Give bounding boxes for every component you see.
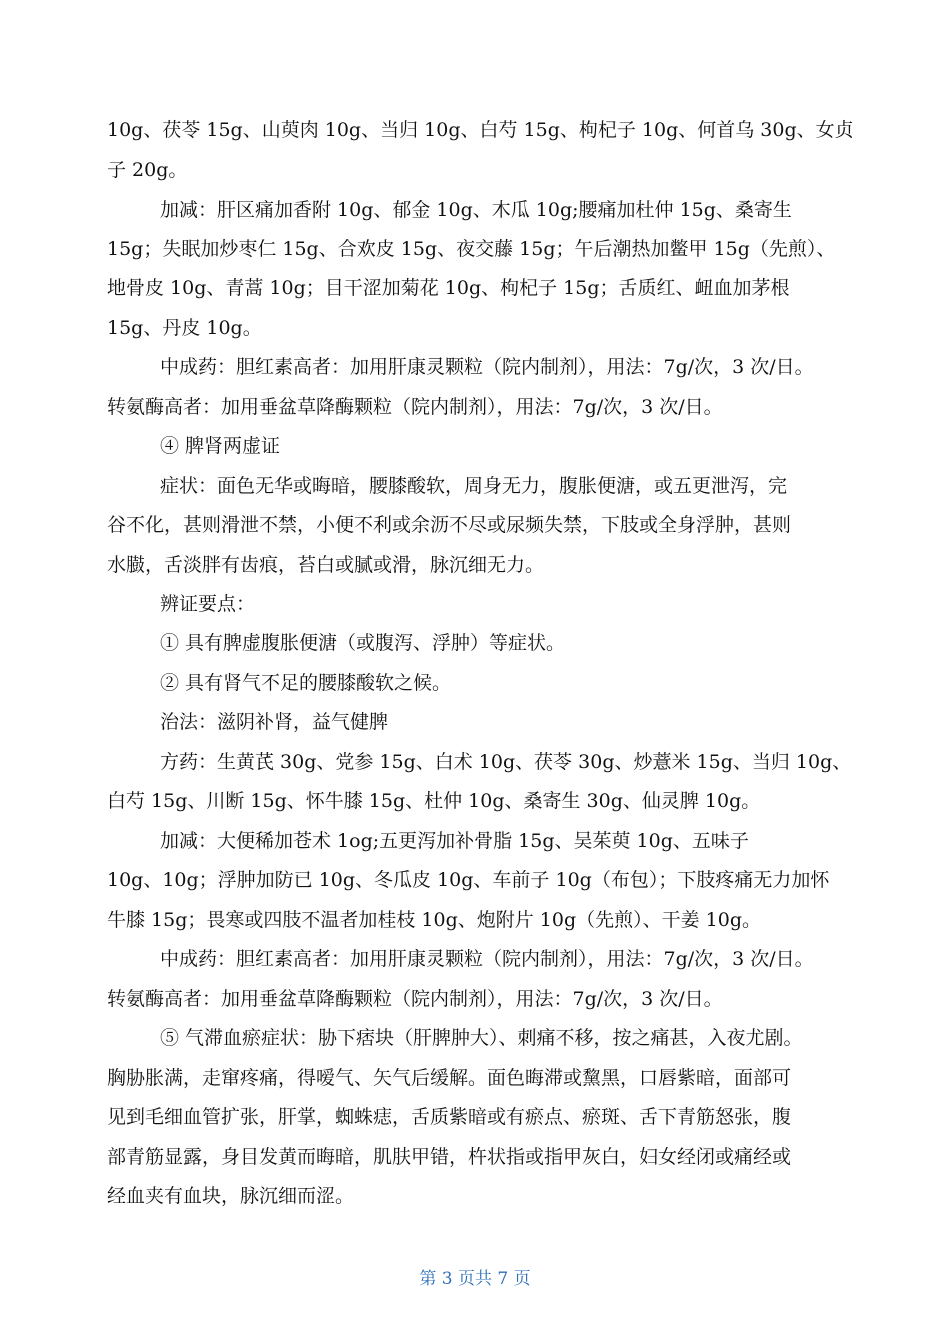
text-line: ② 具有肾气不足的腰膝酸软之候。	[160, 672, 452, 694]
text-line: 10g、10g；浮肿加防已 10g、冬瓜皮 10g、车前子 10g（布包）；下肢疼痛无力加怀	[107, 869, 830, 891]
text-line: 部青筋显露，身目发黄而晦暗，肌肤甲错，杵状指或指甲灰白，妇女经闭或痛经或	[107, 1146, 792, 1168]
text-line: ① 具有脾虚腹胀便溏（或腹泻、浮肿）等症状。	[160, 632, 566, 654]
text-line: 谷不化，甚则滑泄不禁，小便不利或余沥不尽或尿频失禁，下肢或全身浮肿，甚则	[107, 514, 792, 536]
text-line: 经血夹有血块，脉沉细而涩。	[107, 1185, 355, 1207]
text-line: 中成药：胆红素高者：加用肝康灵颗粒（院内制剂），用法：7g/次，3 次/日。	[160, 948, 814, 970]
text-line: 牛膝 15g；畏寒或四肢不温者加桂枝 10g、炮附片 10g（先煎）、干姜 10g。	[107, 909, 762, 931]
section-heading: ⑤ 气滞血瘀症状：胁下痞块（肝脾肿大）、刺痛不移，按之痛甚，入夜尤剧。	[160, 1027, 803, 1049]
text-line: 地骨皮 10g、青蒿 10g；目干涩加菊花 10g、枸杞子 15g；舌质红、衄血加茅根	[107, 277, 790, 299]
text-line: 子 20g。	[107, 159, 188, 181]
text-line: 方药：生黄芪 30g、党参 15g、白术 10g、茯苓 30g、炒薏米 15g、当归 10g、	[160, 751, 852, 773]
text-line: 15g、丹皮 10g。	[107, 317, 262, 339]
text-line: 转氨酶高者：加用垂盆草降酶颗粒（院内制剂），用法：7g/次，3 次/日。	[107, 988, 723, 1010]
text-line: 辨证要点：	[160, 593, 256, 615]
text-line: 加减：肝区痛加香附 10g、郁金 10g、木瓜 10g;腰痛加杜仲 15g、桑寄生	[160, 199, 792, 221]
text-line: 转氨酶高者：加用垂盆草降酶颗粒（院内制剂），用法：7g/次，3 次/日。	[107, 396, 723, 418]
text-line: 见到毛细血管扩张，肝掌，蜘蛛痣，舌质紫暗或有瘀点、瘀斑、舌下青筋怒张，腹	[107, 1106, 792, 1128]
text-line: 症状：面色无华或晦暗，腰膝酸软，周身无力，腹胀便溏，或五更泄泻，完	[160, 475, 788, 497]
text-line: 中成药：胆红素高者：加用肝康灵颗粒（院内制剂），用法：7g/次，3 次/日。	[160, 356, 814, 378]
text-line: 15g；失眠加炒枣仁 15g、合欢皮 15g、夜交藤 15g；午后潮热加鳖甲 15g（先煎）、	[107, 238, 836, 260]
text-line: 加减：大便稀加苍术 1og;五更泻加补骨脂 15g、吴茱萸 10g、五味子	[160, 830, 749, 852]
text-line: 胸胁胀满，走窜疼痛，得嗳气、矢气后缓解。面色晦滞或黧黑，口唇紫暗，面部可	[107, 1067, 792, 1089]
text-line: 10g、茯苓 15g、山萸肉 10g、当归 10g、白芍 15g、枸杞子 10g、何首乌 30g、女贞	[107, 119, 854, 141]
text-line: 治法：滋阴补肾，益气健脾	[160, 711, 389, 733]
section-heading: ④ 脾肾两虚证	[160, 435, 281, 457]
page-number-footer: 第 3 页共 7 页	[419, 1269, 531, 1289]
text-line: 白芍 15g、川断 15g、怀牛膝 15g、杜仲 10g、桑寄生 30g、仙灵脾 10g。	[107, 790, 761, 812]
text-line: 水臌，舌淡胖有齿痕，苔白或腻或滑，脉沉细无力。	[107, 554, 545, 576]
